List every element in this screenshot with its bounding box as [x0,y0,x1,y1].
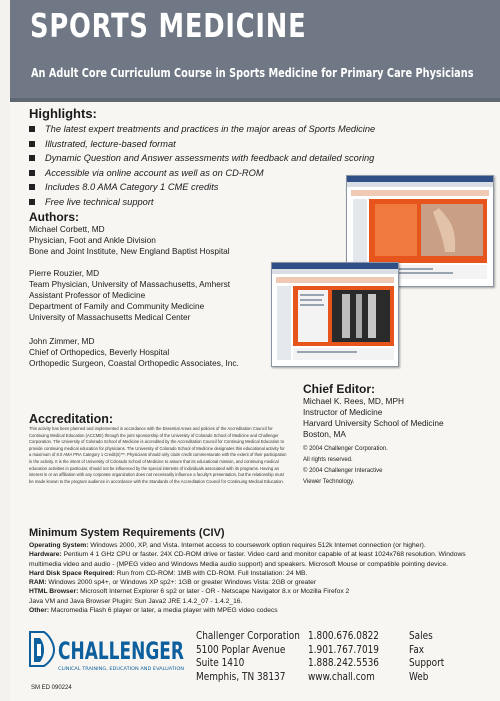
highlight-item: Illustrated, lecture-based format [29,137,375,152]
author-name: Pierre Rouzier, MD [29,268,100,278]
requirement-item: HTML Browser: Microsoft Internet Explorer 6 sp2 or later - OR - Netscape Navigator 8.x or Mozilla Firefox 2 [29,588,350,596]
sku-code: SM ED 090224 [31,685,72,691]
page-subtitle: An Adult Core Curriculum Course in Sports Medicine for Primary Care Physicians [31,65,474,80]
chief-editor-line: Harvard University School of Medicine [303,418,444,428]
contact-values [308,630,379,684]
author-block [29,268,230,323]
challenger-logo-graphic [28,628,188,678]
sales-phone: 1.800.676.0822 [308,630,379,642]
course-screenshot [271,262,399,367]
chief-editor-name: Michael K. Rees, MD, MPH [303,396,404,406]
author-name: John Zimmer, MD [29,336,95,346]
chief-editor-line: Boston, MA [303,429,346,439]
logo-tagline: CLINICAL TRAINING, EDUCATION AND EVALUATION [58,666,184,671]
requirement-item: Other: Macromedia Flash 6 player or later, a media player with MPEG video codecs [29,607,278,615]
highlight-item: Dynamic Question and Answer assessments with feedback and detailed scoring [29,151,375,166]
website-link: www.chall.com [308,670,375,683]
chief-editor-heading: Chief Editor: [303,382,375,396]
author-block [29,336,239,369]
requirements-list [29,541,499,615]
author-block [29,224,230,257]
chief-editor-line: Instructor of Medicine [303,407,383,417]
author-line: Department of Family and Community Medicine [29,301,205,311]
accreditation-heading: Accreditation: [29,412,114,426]
company-address: Challenger Corporation 5100 Poplar Avenue Suite 1410 Memphis, TN 38137 [196,630,300,683]
copyright-notice: © 2004 Challenger Corporation. All rights reserved. © 2004 Challenger Interactive Viewer Technology. [303,446,388,485]
author-line: Physician, Foot and Ankle Division [29,235,156,245]
bullet-icon [29,184,35,190]
brochure-page [10,0,500,701]
accreditation-text: This activity has been planned and implemented in accordance with the Essential Areas and policies of the Accreditation Council for Continuing Medical Education (ACCME) through the joint sponsorship of the University of Colorado School of Medicine and Challenger Corporation. The University of Colorado School of Medicine is accredited by the Accreditation Council for Continuing Medical Education to provide continuing medical education for physicians. The University of Colorado School of Medicine designates this educational activity for a maximum of 8.0 AMA PRA Category 1 Credit(s)™. Physicians should only claim credit commensurate with the extent of their participation in the activity. It is the intent of University of Colorado School of Medicine to assure that its educational mission, and continuing medical education activities in particular, should not be influenced by the special interests of individuals associated with its programs. Having an interest in or an affiliation with any corporate organization does not necessarily influence a faculty's presentation, but the relationship must be made known to the program audience in accordance with the Standards of the Accreditation Council for Continuing Medical Education. [29,426,287,484]
bullet-icon [29,126,35,132]
requirement-item: Operating System: Windows 2000, XP, and Vista. Internet access to coursework option requires 512k Internet connection (or higher). [29,542,426,549]
bullet-icon [29,155,35,161]
highlight-item: Includes 8.0 AMA Category 1 CME credits [29,180,375,195]
author-line: Team Physician, University of Massachusetts, Amherst [29,279,231,289]
author-line: Assistant Professor of Medicine [29,290,146,300]
author-name: Michael Corbett, MD [29,224,105,234]
requirement-item: RAM: Windows 2000 sp4+, or Windows XP sp2+: 1GB or greater Windows Vista: 2GB or greater [29,579,317,587]
bullet-icon [29,141,35,147]
author-line: Chief of Orthopedics, Beverly Hospital [29,347,170,357]
fax-number: 1.901.767.7019 [308,643,379,656]
highlights-list [29,122,375,209]
course-screenshot-graphic [272,263,398,366]
requirements-heading: Minimum System Requirements (CIV) [29,527,225,539]
author-line: University of Massachusetts Medical Center [29,312,191,322]
highlight-item: Free live technical support [29,195,375,210]
bullet-icon [29,170,35,176]
bullet-icon [29,199,35,205]
page-title: SPORTS MEDICINE [30,6,307,45]
contact-labels: Sales Fax Support Web [409,630,445,683]
authors-heading: Authors: [29,210,79,224]
requirement-item: Hard Disk Space Required: Run from CD-ROM: 1MB with CD-ROM. Full Installation: 24 MB. [29,569,308,577]
author-line: Orthopedic Surgeon, Coastal Orthopedic Associates, Inc. [29,358,239,368]
header-banner [10,0,500,98]
logo-wordmark: CHALLENGER [58,637,184,665]
challenger-logo [28,628,188,678]
highlight-item: The latest expert treatments and practices in the major areas of Sports Medicine [29,122,375,137]
author-line: Bone and Joint Institute, New England Baptist Hospital [29,246,230,256]
banner-divider [10,98,500,102]
requirement-item: Hardware: Pentium 4 1 GHz CPU or faster. 24X CD-ROM drive or faster. Video card and monitor capable of at least 1024x768 resolution. Windows multimedia video and audio - (MPEG video and Windows Media audio support) and speakers. Microsoft Mouse or compatible pointing device. [29,551,466,568]
requirement-item: Java VM and Java Browser Plugin: Sun Java2 JRE 1.4.2_07 - 1.4.2_16. [29,597,243,605]
highlight-item: Accessible via online account as well as on CD-ROM [29,166,375,181]
support-phone: 1.888.242.5536 [308,657,379,669]
highlights-heading: Highlights: [29,106,97,121]
chief-editor-block [303,396,444,440]
